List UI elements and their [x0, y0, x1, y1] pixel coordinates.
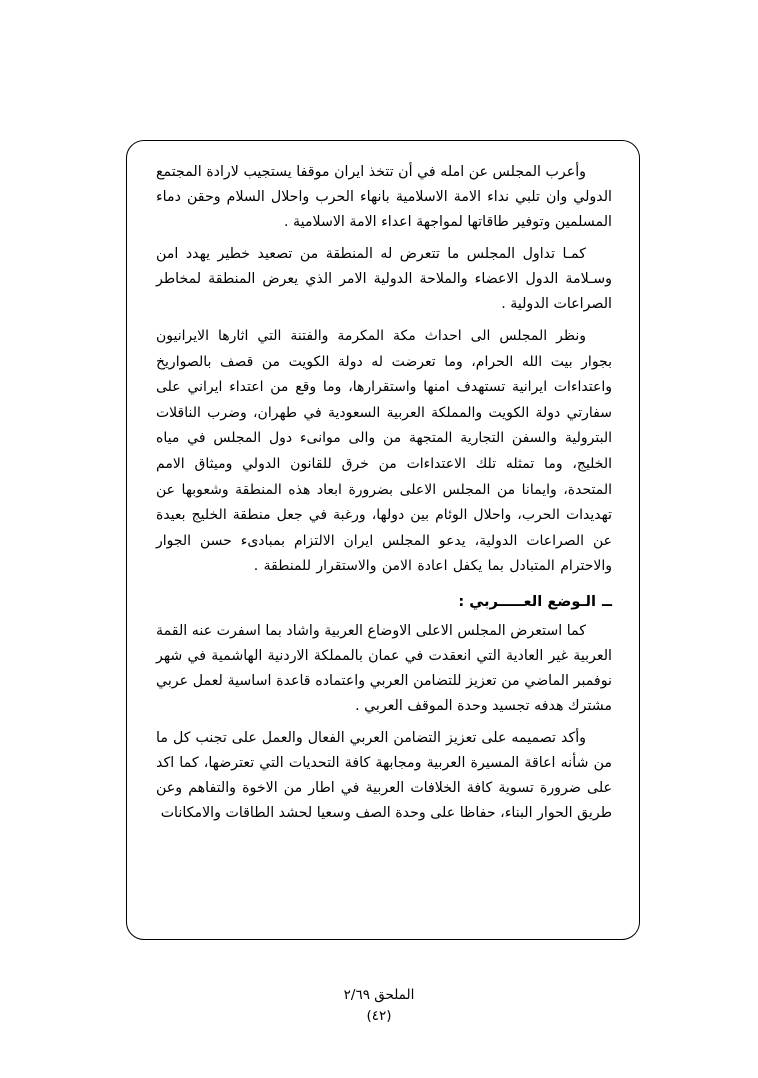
section-heading-label: الـوضع العـــــربي : — [458, 593, 597, 610]
section-heading-arab-situation — [156, 589, 612, 615]
paragraph-block-4 — [156, 619, 612, 719]
paragraph-block-5 — [156, 726, 612, 826]
page-number: (٤٢) — [366, 1007, 392, 1024]
paragraph-5: وأكد تصميمه على تعزيز التضامن العربي الفعال والعمل على تجنب كل ما من شأنه اعاقة المسيرة العربية ومجابهة كافة التحديات التي تعترضها، كما اكد على ضرورة تسوية كافة الخلافات العربية في اطار من الاخوة والتفاهم وعن طريق الحوار البناء، حفاظا على وحدة الصف وسعيا لحشد الطاقات والامكانات — [156, 730, 612, 822]
paragraph-4: كما استعرض المجلس الاعلى الاوضاع العربية واشاد بما اسفرت عنه القمة العربية غير العادية التي انعقدت في عمان بالمملكة الاردنية الهاشمية في شهر نوفمبر الماضي من تعزيز للتضامن العربي واعتماده قاعدة اساسية لعمل عربي مشترك هدفه تجسيد وحدة الموقف العربي . — [156, 623, 612, 715]
paragraph-1: وأعرب المجلس عن امله في أن تتخذ ايران موقفا يستجيب لارادة المجتمع الدولي وان تلبي نداء الامة الاسلامية بانهاء الحرب واحلال السلام وحقن دماء المسلمين وتوفير طاقاتها لمواجهة اعداء الامة الاسلامية . — [156, 164, 612, 230]
page-footer — [0, 985, 758, 1027]
paragraph-2: كمـا تداول المجلس ما تتعرض له المنطقة من تصعيد خطير يهدد امن وسـلامة الدول الاعضاء والملاحة الدولية الامر الذي يعرض المنطقة لمخاطر الصراعات الدولية . — [156, 245, 612, 312]
paragraph-block-2 — [156, 242, 612, 317]
section-dash-icon: ــ — [602, 593, 612, 610]
document-text-body — [150, 152, 618, 930]
paragraph-block-3 — [156, 324, 612, 580]
annex-label: الملحق ٢/٦٩ — [343, 987, 415, 1003]
paragraph-3: ونظر المجلس الى احداث مكة المكرمة والفتنة التي اثارها الايرانيون بجوار بيت الله الحرام، وما تعرضت له دولة الكويت من قصف بالصواريخ واعتداءات ايرانية تستهدف امنها واستقرارها، وما وقع من اعتداء ايراني على سفارتي دولة الكويت والمملكة العربية السعودية في طهران، وضرب الناقلات البترولية والسفن التجارية المتجهة من والى موانىء دول المجلس في مياه الخليج، وما تمثله تلك الاعتداءات من خرق للقانون الدولي وميثاق الامم المتحدة، وايمانا من المجلس الاعلى بضرورة ابعاد هذه المنطقة وشعوبها عن تهديدات الحرب، واحلال الوئام بين دولها، ورغبة في جعل منطقة الخليج بعيدة عن الصراعات الدولية، يدعو المجلس ايران الالتزام بمبادىء حسن الجوار والاحترام المتبادل بما يكفل اعادة الامن والاستقرار للمنطقة . — [156, 327, 612, 575]
paragraph-block-1 — [156, 160, 612, 235]
